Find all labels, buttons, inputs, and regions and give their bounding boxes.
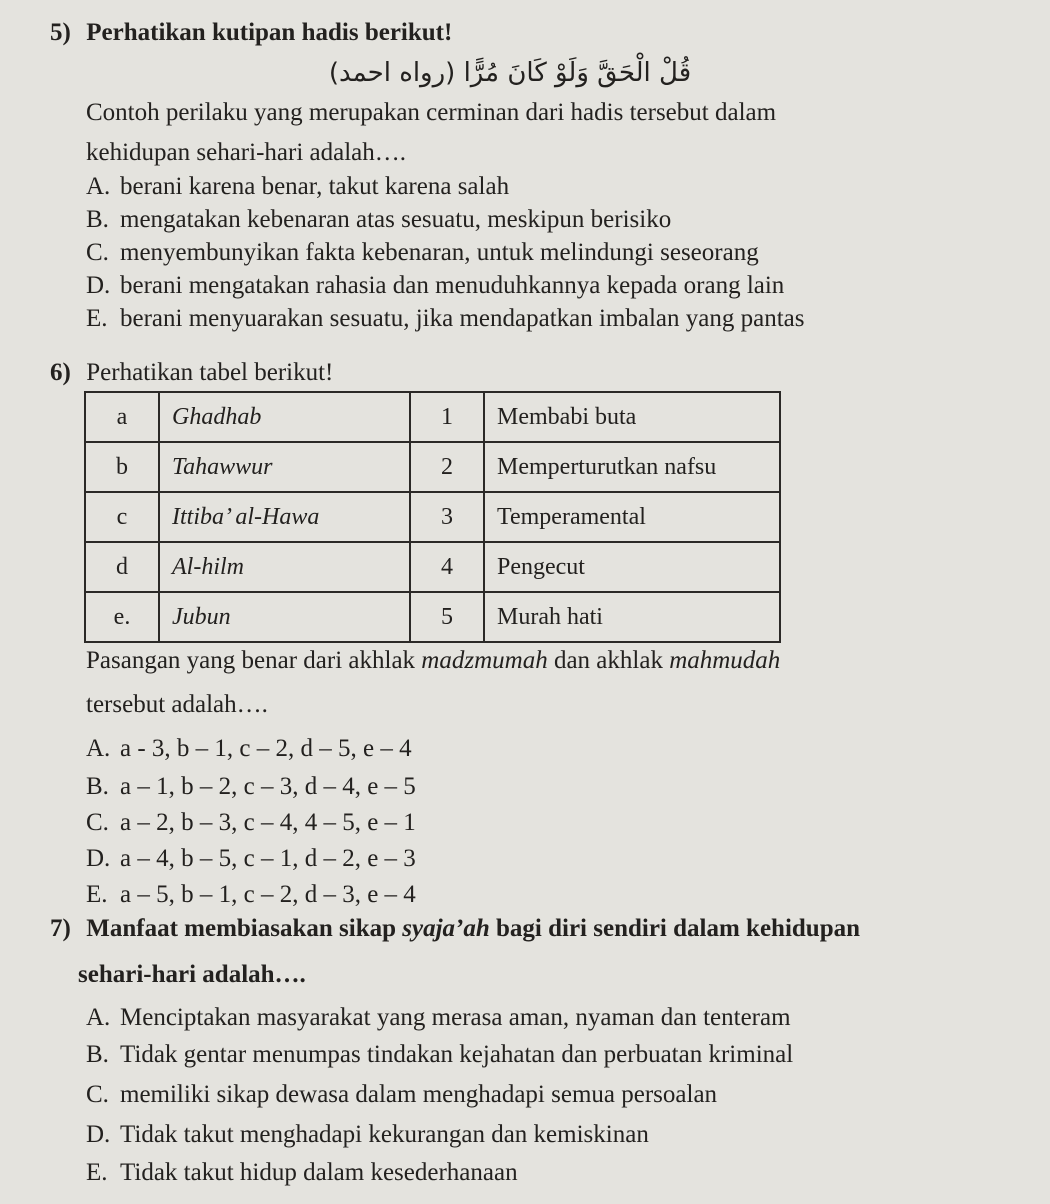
row-key: c (85, 492, 159, 542)
question-7-header (50, 914, 860, 944)
question-prompt: Manfaat membiasakan sikap (86, 915, 397, 942)
option-text: Tidak takut hidup dalam kesederhanaan (120, 1159, 518, 1186)
option-7c (86, 1080, 717, 1110)
option-letter: B. (86, 206, 109, 233)
term-madzmumah: madzmumah (421, 647, 548, 674)
option-6e (86, 880, 416, 910)
row-number: 5 (410, 592, 484, 642)
question-5-text-line2: kehidupan sehari-hari adalah…. (86, 139, 407, 166)
option-5a (86, 172, 509, 202)
option-5b (86, 205, 671, 235)
row-number: 3 (410, 492, 484, 542)
row-key: e. (85, 592, 159, 642)
row-term: Ghadhab (159, 392, 410, 442)
option-text: a – 4, b – 5, c – 1, d – 2, e – 3 (120, 845, 416, 872)
option-6b (86, 772, 416, 802)
option-5d (86, 271, 784, 301)
question-number: 5) (50, 19, 71, 46)
option-letter: C. (86, 239, 109, 266)
option-6d (86, 844, 416, 874)
row-number: 4 (410, 542, 484, 592)
option-letter: A. (86, 1004, 111, 1031)
question-prompt: Perhatikan kutipan hadis berikut! (86, 19, 453, 46)
option-6a (86, 734, 412, 764)
option-5e (86, 304, 804, 334)
row-meaning: Temperamental (484, 492, 780, 542)
table-row (85, 392, 780, 442)
row-key: b (85, 442, 159, 492)
question-number: 7) (50, 915, 71, 942)
option-text: a – 5, b – 1, c – 2, d – 3, e – 4 (120, 881, 416, 908)
option-text: a – 2, b – 3, c – 4, 4 – 5, e – 1 (120, 809, 416, 836)
option-7e (86, 1158, 518, 1188)
option-letter: A. (86, 173, 111, 200)
option-text: Menciptakan masyarakat yang merasa aman, nyaman dan tenteram (120, 1004, 791, 1031)
option-7d (86, 1120, 649, 1150)
option-text: berani mengatakan rahasia dan menuduhkannya kepada orang lain (120, 272, 785, 299)
term-syajaah: syaja’ah (402, 915, 490, 942)
row-number: 1 (410, 392, 484, 442)
option-letter: D. (86, 1121, 111, 1148)
option-letter: E. (86, 881, 108, 908)
matching-table (84, 391, 781, 643)
question-6-text-line1 (86, 646, 780, 676)
option-letter: D. (86, 272, 111, 299)
table-row (85, 542, 780, 592)
row-meaning: Murah hati (484, 592, 780, 642)
option-5c (86, 238, 759, 268)
row-meaning: Membabi buta (484, 392, 780, 442)
option-text: mengatakan kebenaran atas sesuatu, meskipun berisiko (120, 206, 672, 233)
row-term: Jubun (159, 592, 410, 642)
question-number: 6) (50, 359, 71, 386)
option-text: berani menyuarakan sesuatu, jika mendapatkan imbalan yang pantas (120, 305, 805, 332)
table-row (85, 442, 780, 492)
question-6-header (50, 358, 333, 388)
question-prompt: bagi diri sendiri dalam kehidupan (496, 915, 861, 942)
row-term: Ittiba’ al-Hawa (159, 492, 410, 542)
question-5-header (50, 18, 452, 48)
table-row (85, 592, 780, 642)
question-text: dan akhlak (553, 647, 663, 674)
row-term: Tahawwur (159, 442, 410, 492)
option-letter: D. (86, 845, 111, 872)
table-row (85, 492, 780, 542)
option-7a (86, 1003, 791, 1033)
option-letter: E. (86, 1159, 108, 1186)
hadith-text: قُلْ الْحَقَّ وَلَوْ كَانَ مُرًّا (463, 58, 692, 88)
option-text: Tidak takut menghadapi kekurangan dan kemiskinan (120, 1121, 649, 1148)
hadith-source: (رواه احمد) (328, 58, 456, 88)
question-prompt: Perhatikan tabel berikut! (86, 359, 334, 386)
question-5-text-line1: Contoh perilaku yang merupakan cerminan dari hadis tersebut dalam (86, 99, 777, 126)
option-text: memiliki sikap dewasa dalam menghadapi semua persoalan (120, 1081, 718, 1108)
question-6-text-line2: tersebut adalah…. (86, 691, 268, 718)
row-number: 2 (410, 442, 484, 492)
option-letter: C. (86, 809, 109, 836)
option-letter: E. (86, 305, 108, 332)
option-text: berani karena benar, takut karena salah (120, 173, 510, 200)
row-key: d (85, 542, 159, 592)
option-6c (86, 808, 416, 838)
term-mahmudah: mahmudah (669, 647, 781, 674)
question-text: Pasangan yang benar dari akhlak (86, 647, 416, 674)
row-meaning: Pengecut (484, 542, 780, 592)
option-text: menyembunyikan fakta kebenaran, untuk melindungi seseorang (120, 239, 759, 266)
question-7-text-line2: sehari-hari adalah…. (78, 961, 306, 988)
option-letter: B. (86, 1041, 109, 1068)
option-letter: A. (86, 735, 111, 762)
hadith-quote (300, 58, 720, 88)
row-term: Al-hilm (159, 542, 410, 592)
option-text: a - 3, b – 1, c – 2, d – 5, e – 4 (120, 735, 412, 762)
row-key: a (85, 392, 159, 442)
option-text: Tidak gentar menumpas tindakan kejahatan dan perbuatan kriminal (120, 1041, 794, 1068)
option-letter: B. (86, 773, 109, 800)
row-meaning: Memperturutkan nafsu (484, 442, 780, 492)
option-7b (86, 1040, 793, 1070)
option-letter: C. (86, 1081, 109, 1108)
option-text: a – 1, b – 2, c – 3, d – 4, e – 5 (120, 773, 416, 800)
